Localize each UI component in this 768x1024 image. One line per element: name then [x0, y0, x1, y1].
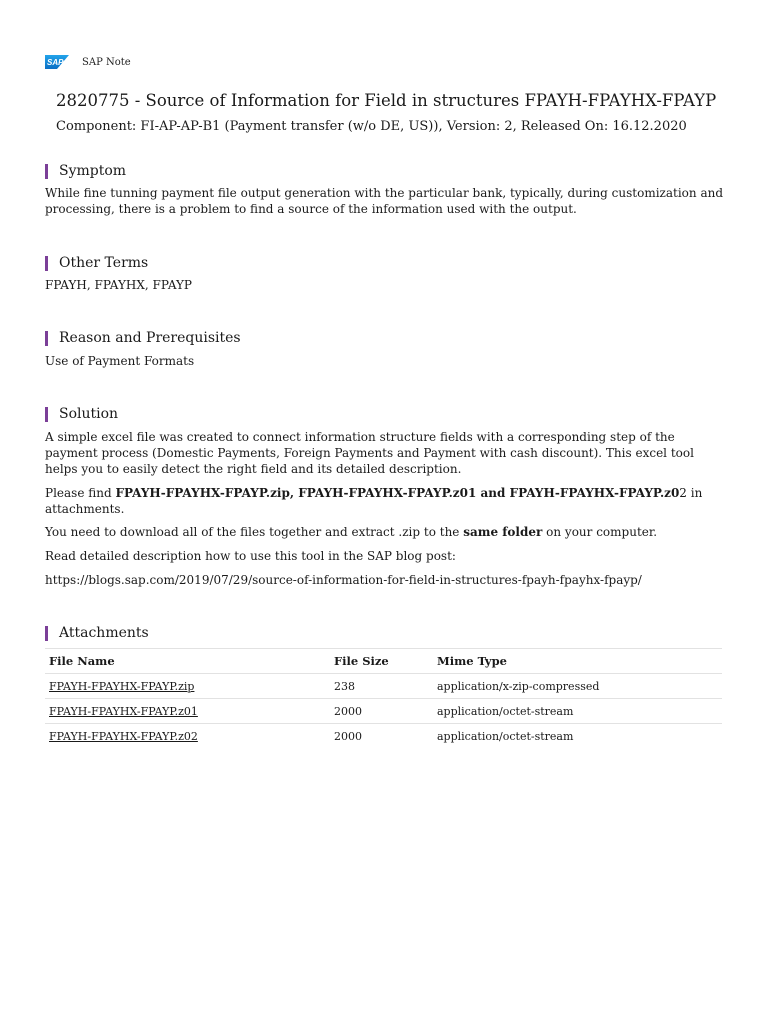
file-size: 238 [334, 679, 355, 693]
blog-url: https://blogs.sap.com/2019/07/29/source-of-information-for-field-in-structures-fpayh-fpayhx-fpayp/ [45, 573, 642, 587]
page-header [45, 55, 131, 69]
solution-paragraph-2: Please find FPAYH-FPAYHX-FPAYP.zip, FPAYH-FPAYHX-FPAYP.z01 and FPAYH-FPAYHX-FPAYP.z02 in attachments. [45, 486, 703, 516]
section-marker [45, 626, 48, 641]
header-file-name: File Name [49, 654, 115, 668]
other-terms-heading [45, 255, 148, 271]
note-component: Component: FI-AP-AP-B1 (Payment transfer (w/o DE, US)), Version: 2, Released On: 16.12.2020 [56, 119, 687, 134]
symptom-heading [45, 163, 126, 179]
attachment-link[interactable]: FPAYH-FPAYHX-FPAYP.zip [49, 679, 195, 693]
table-row [45, 698, 722, 723]
attachment-link[interactable]: FPAYH-FPAYHX-FPAYP.z02 [49, 729, 198, 743]
note-title: 2820775 - Source of Information for Field in structures FPAYH-FPAYHX-FPAYP [56, 91, 717, 110]
svg-text:SAP: SAP [47, 58, 64, 67]
file-size: 2000 [334, 704, 362, 718]
section-marker [45, 164, 48, 179]
solution-heading [45, 406, 118, 422]
section-title: Solution [59, 406, 119, 422]
attachments-heading [45, 625, 149, 641]
mime-type: application/octet-stream [437, 704, 574, 718]
solution-paragraph-4: Read detailed description how to use this tool in the SAP blog post: [45, 549, 456, 563]
other-terms-text: FPAYH, FPAYHX, FPAYP [45, 278, 193, 292]
solution-paragraph-3: You need to download all of the files together and extract .zip to the same folder on your computer. [45, 525, 658, 539]
mime-type: application/x-zip-compressed [437, 679, 600, 693]
symptom-text: While fine tunning payment file output generation with the particular bank, typically, during customization and processing, there is a problem to find a source of the information used with the output. [45, 186, 724, 216]
mime-type: application/octet-stream [437, 729, 574, 743]
solution-paragraph-1: A simple excel file was created to connect information structure fields with a corresponding step of the payment process (Domestic Payments, Foreign Payments and Payment with cash discount). This excel tool helps you to easily detect the right field and its detailed description. [45, 430, 694, 476]
section-marker [45, 256, 48, 271]
table-row [45, 723, 722, 748]
table-row [45, 673, 722, 698]
section-title: Symptom [59, 163, 127, 179]
header-label: SAP Note [82, 56, 131, 68]
header-mime-type: Mime Type [437, 654, 507, 668]
sap-logo [45, 55, 69, 69]
header-file-size: File Size [334, 654, 389, 668]
section-title: Attachments [59, 625, 149, 641]
attachments-table [45, 648, 722, 748]
section-marker [45, 407, 48, 422]
reason-text: Use of Payment Formats [45, 354, 195, 368]
attachment-link[interactable]: FPAYH-FPAYHX-FPAYP.z01 [49, 704, 198, 718]
table-header-row [45, 648, 722, 673]
reason-heading [45, 330, 241, 346]
section-marker [45, 331, 48, 346]
section-title: Reason and Prerequisites [59, 330, 241, 346]
file-size: 2000 [334, 729, 362, 743]
section-title: Other Terms [59, 255, 149, 271]
